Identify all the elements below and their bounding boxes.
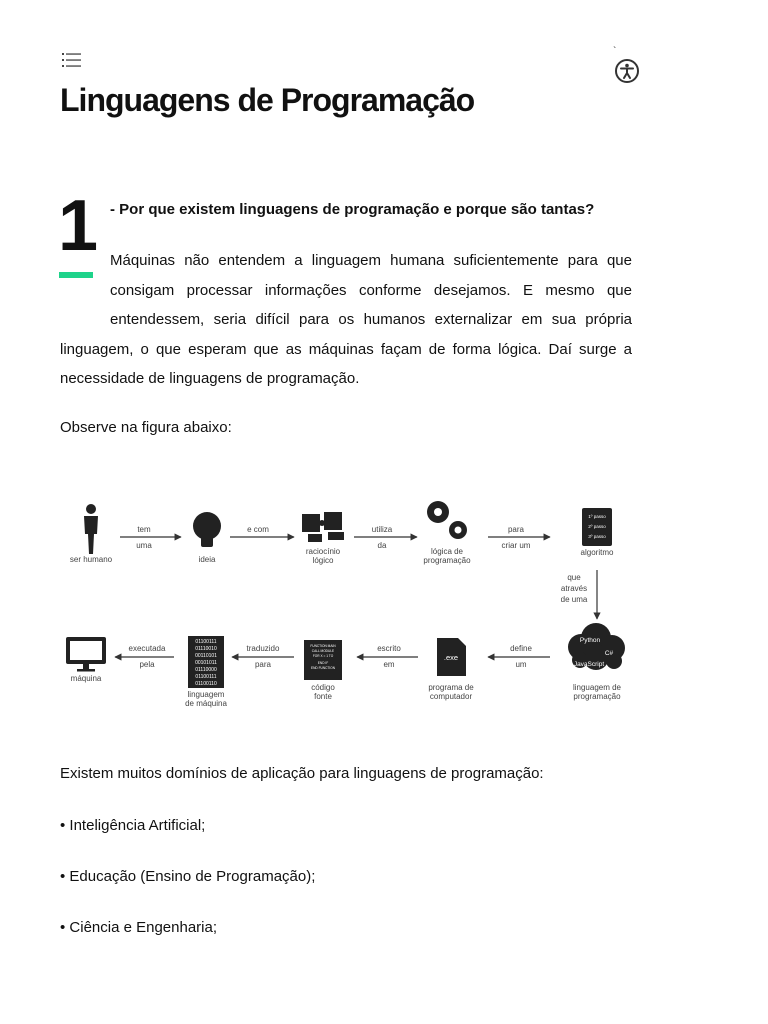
node-programa-2: computador xyxy=(429,692,473,701)
arrow-label-em: em xyxy=(383,660,395,669)
algorithm-step-2: 2º passo xyxy=(588,524,606,529)
exe-file-icon xyxy=(437,638,466,676)
node-algoritmo: algoritmo xyxy=(580,548,614,557)
binary-code-icon xyxy=(188,636,224,688)
source-line-2: CALL MODULE xyxy=(311,649,335,653)
arrow-label-que: que xyxy=(567,573,581,582)
arrow-label-de-uma: de uma xyxy=(560,595,588,604)
binary-line-1: 01100111 xyxy=(195,639,217,645)
node-maquina: máquina xyxy=(70,674,102,683)
exe-label: .exe xyxy=(443,653,459,662)
menu-button[interactable] xyxy=(62,52,82,68)
algorithm-step-3: 3º passo xyxy=(588,534,606,539)
arrow-label-para: para xyxy=(507,525,525,534)
arrow-label-para2: para xyxy=(254,660,272,669)
language-cloud-icon xyxy=(568,623,625,670)
source-code-icon xyxy=(304,640,342,680)
programming-flow-diagram xyxy=(60,490,640,720)
arrow-label-traduzido: traduzido xyxy=(246,644,280,653)
domain-item-educacao: • Educação (Ensino de Programação); xyxy=(60,868,316,885)
domains-intro: Existem muitos domínios de aplicação para linguagens de programação: xyxy=(60,765,544,782)
accessibility-button[interactable] xyxy=(614,58,640,84)
arrow-label-um: um xyxy=(515,660,527,669)
cloud-python: Python xyxy=(579,637,601,644)
source-line-4: END IF xyxy=(317,661,329,665)
node-ser-humano: ser humano xyxy=(69,555,113,564)
accessibility-icon xyxy=(614,58,640,84)
section-number: 1 xyxy=(58,186,96,266)
binary-line-4: 00101011 xyxy=(195,660,217,666)
arrow-label-criar-um: criar um xyxy=(501,541,531,550)
domain-item-ciencia: • Ciência e Engenharia; xyxy=(60,919,218,936)
node-codigo-2: fonte xyxy=(314,692,332,701)
lightbulb-icon xyxy=(193,512,221,547)
observe-text: Observe na figura abaixo: xyxy=(60,419,232,436)
section-paragraph xyxy=(60,246,632,394)
section-question: - Por que existem linguagens de programação e porque são tantas? xyxy=(110,201,595,218)
node-logica-2: programação xyxy=(423,556,471,565)
cloud-javascript: JavaScript xyxy=(573,661,605,668)
domains-list xyxy=(60,816,315,969)
arrow-label-uma: uma xyxy=(136,541,152,550)
node-linguagem-maq-1: linguagem xyxy=(187,690,225,699)
arrow-label-escrito: escrito xyxy=(377,644,401,653)
node-linguagem-prog-2: programação xyxy=(573,692,621,701)
arrow-label-e-com: e com xyxy=(247,525,269,534)
source-line-1: FUNCTION MAIN xyxy=(310,644,336,648)
monitor-icon xyxy=(66,637,106,672)
page-title: Linguagens de Programação xyxy=(60,82,475,118)
binary-line-5: 01110000 xyxy=(195,667,217,673)
arrow-label-define: define xyxy=(510,644,532,653)
domain-item-ia: • Inteligência Artificial; xyxy=(60,817,206,834)
source-line-5: END FUNCTION xyxy=(310,666,336,670)
person-icon xyxy=(84,504,98,554)
algorithm-step-1: 1º passo xyxy=(588,514,606,519)
node-ideia: ideia xyxy=(198,555,216,564)
arrow-label-da: da xyxy=(377,541,387,550)
arrow-label-executada: executada xyxy=(128,644,166,653)
node-codigo-1: código xyxy=(311,683,335,692)
puzzle-icon xyxy=(302,512,344,542)
binary-line-2: 01110010 xyxy=(195,646,217,652)
binary-line-3: 00110101 xyxy=(195,653,217,659)
arrow-label-atraves: através xyxy=(560,584,588,593)
node-logica-1: lógica de xyxy=(430,547,464,556)
gears-icon xyxy=(427,501,467,539)
arrow-label-utiliza: utiliza xyxy=(371,525,393,534)
cloud-csharp: C# xyxy=(604,650,614,657)
node-raciocinio-2: lógico xyxy=(312,556,334,565)
hamburger-menu-icon xyxy=(62,52,82,68)
algorithm-steps-icon xyxy=(582,508,612,546)
section-paragraph-text: Máquinas não entendem a linguagem humana suficientemente para que consigam processar informações conforme desejamos. E mesmo que entendessem, seria difícil para os humanos externalizar em sua própria linguagem, o que esperam que as máquinas façam de forma lógica. Daí surge a necessidade de linguagens de programação. xyxy=(60,252,632,387)
binary-line-7: 01100110 xyxy=(195,681,217,687)
node-linguagem-maq-2: de máquina xyxy=(185,699,227,708)
binary-line-6: 01100111 xyxy=(195,674,217,680)
node-raciocinio-1: raciocínio xyxy=(305,547,341,556)
arrow-label-tem: tem xyxy=(137,525,151,534)
source-line-3: FOR X = 1 TO xyxy=(312,654,334,658)
arrow-label-pela: pela xyxy=(139,660,155,669)
node-linguagem-prog-1: linguagem de xyxy=(572,683,622,692)
node-programa-1: programa de xyxy=(428,683,474,692)
header-tick: ` xyxy=(613,46,617,57)
